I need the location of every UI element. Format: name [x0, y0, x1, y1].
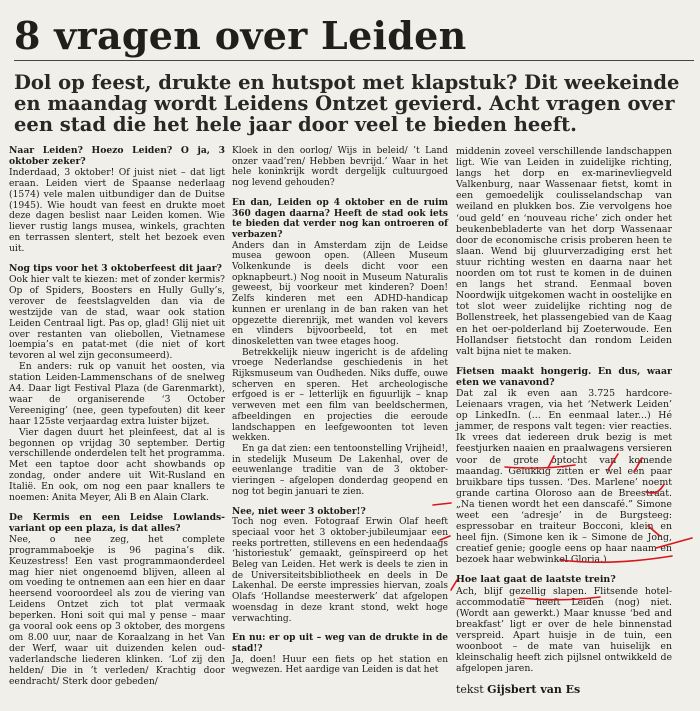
body-text: Ja, doen! Huur een fiets op het station en wegwezen. Het aardige van Leiden is dat het — [232, 654, 448, 676]
section-question: Fietsen maakt hongerig. En dus, waar eten we vanavond? — [456, 365, 672, 388]
body-text: Vier dagen duurt het pleinfeest, dat al is begonnen op vrijdag 30 september. Dertig verschillende onderdelen telt het programma. Met een taptoe door acht showbands op zondag, onder andere uit Wit-Rusland en Italië. En ook, om nog een paar knallers te noemen: Anita Meyer, Ali B en Alain Clark. — [9, 426, 225, 504]
article-section — [9, 513, 225, 688]
section-question: Nee, niet weer 3 oktober!? — [232, 506, 366, 517]
intro-lead: Dol op feest, drukte en hutspot met klapstuk? Dit weekeinde en maandag wordt Leidens Ontzet gevierd. Acht vragen over een stad die het hele jaar door veel te bieden heeft. — [14, 71, 680, 136]
body-text: Ook hier valt te kiezen: met of zonder kermis? Op of Spiders, Boosters en Hully Gully’s, verover de feestslagvelden dan via de westzijde van de stad, waar ook station Leiden Centraal ligt. Pas op, glad! Glij niet uit over restanten van oliebollen, Vietnamese loempia’s en patat-met (die niet of kort tevoren al wel zijn geconsumeerd). — [9, 273, 225, 362]
body-text: Kloek in den oorlog/ Wijs in beleid/ ’t Land onzer vaad’ren/ Hebben bevrijd.’ Waar in het hele koninkrijk wordt dergelijk cultuurgoed nog levend gehouden? — [232, 146, 448, 189]
article-section — [9, 264, 225, 504]
article-section — [9, 146, 225, 255]
article-section — [232, 507, 448, 625]
byline — [456, 684, 672, 695]
body-text: Betrekkelijk nieuw ingericht is de afdeling vroege Nederlandse geschiedenis in het Rijksmuseum van Oudheden. Niks duffe, ouwe scherven en speren. Het archeologische erfgoed is er – letterlijk en figuurlijk – knap verweven met een film van beeldschermen, afbeeldingen en projecties die eeroude landschappen en leefgewoonten tot leven wekken. — [232, 347, 448, 444]
body-text: Inderdaad, 3 oktober! Of juist niet – dat ligt eraan. Leiden viert de Spaanse nederlaag (1574) vele malen uitbundiger dan de Duitse (1945). Wie houdt van feest en drukte moet deze dagen beslist naar Leiden komen. Wie liever rustig langs musea, winkels, grachten en terrassen slentert, stelt het bezoek even uit. — [9, 166, 225, 255]
article-section — [456, 366, 672, 566]
title-rule — [14, 60, 694, 61]
section-question: Naar Leiden? Hoezo Leiden? O ja, 3 oktober zeker? — [9, 145, 225, 167]
body-text: Anders dan in Amsterdam zijn de Leidse musea gewoon open. (Alleen Museum Volkenkunde is deels dicht voor een opknapbeurt.) Nog nooit in Museum Naturalis geweest, bij voorkeur met kinderen? Doen! Zelfs kinderen met een ADHD-handicap kunnen er urenlang in de ban raken van het opgezette dierenrijk, met wanden vol kevers en vlinders bijvoorbeeld, tot en met dinoskeletten van twee etages hoog. — [232, 240, 448, 347]
section-question: Nog tips voor het 3 oktoberfeest dit jaar? — [9, 263, 222, 275]
body-text: En ga dat zien: een tentoonstelling Vrijheid!, in stedelijk Museum De Lakenhal, over de eeuwenlange traditie van de 3 oktober-vieringen – afgelopen donderdag geopend en nog tot begin januari te zien. — [232, 443, 448, 497]
body-text: middenin zoveel verschillende landschappen ligt. Wie van Leiden in zuidelijke richting, langs het dorp en ex-marinevliegveld Valkenburg, naar Wassenaar fietst, komt in een gemoedelijk coulisselandschap van weiland en plukken bos. Zie vervolgens hoe ‘oud geld’ en ‘nouveau riche’ zich onder het beukenbebladerte van het dorp Wassenaar door de economische crisis proberen heen te slaan. Wend bij gluurverzadiging erst het stuur richting westen en daarna naar het noorden om tot rust te komen in de duinen en langs het strand. Eenmaal boven Noordwijk uitgekomen wacht in oostelijke en tot slot weer zuidelijke richting nog de Bollenstreek, het plassengebied van de Kaag en het oer-polderland bij Zoeterwoude. Een Hollandser fietstocht dan rondom Leiden valt bijna niet te maken. — [456, 146, 672, 357]
body-text: Toch nog even. Fotograaf Erwin Olaf heeft speciaal voor het 3 oktober-jubileumjaar een reeks portretten, stillevens en een hedendaags ‘historiestuk’ gemaakt, geïnspireerd op het Beleg van Leiden. Het werk is deels te zien in de Universiteitsbibliotheek en deels in De Lakenhal. De eerste impressies hiervan, zoals Olafs ‘Hollandse meesterwerk’ dat afgelopen woensdag in deze krant stond, wekt hoge verwachting. — [232, 517, 448, 624]
article-column-3 — [456, 146, 672, 695]
page-title: 8 vragen over Leiden — [14, 13, 467, 58]
byline-author: Gijsbert van Es — [487, 683, 581, 697]
article-column-2 — [232, 146, 448, 685]
section-question: En dan, Leiden op 4 oktober en de ruim 360 dagen daarna? Heeft de stad ook iets te bieden dat verder nog kan ontroeren of verbazen? — [232, 197, 448, 240]
body-text: En anders: ruk op vanuit het oosten, via station Leiden-Lammenschans of de snelweg A4. Daar ligt Festival Plaza (de Garenmarkt), waar de organiserende ‘3 October Vereeniging’ (nee, geen typefouten) dit keer haar 125ste verjaardag extra luister bijzet. — [9, 361, 225, 427]
section-question: De Kermis en een Leidse Lowlands-variant op een plaza, is dat alles? — [9, 512, 225, 534]
body-text: Dat zal ik even aan 3.725 hardcore-Leienaars vragen, via het ‘Netwerk Leiden’ op LinkedIn. (... En eenmaal later...) Hé jammer, de respons valt tegen: vier reacties. Ik vrees dat iedereen druk bezig is met feestjurken naaien en praalwagens versieren voor de grote optocht van komende maandag. Gelukkig zitten er wel een paar bruikbare tips tussen. ‘Des. Marlene’ noemt grande cartina Oloroso aan de Breestraat. „Na tienen wordt het een danscafé.” Simone weet een ‘adresje’ in de Burgsteeg: espressobar en traiteur Bocconi, klein en heel fijn. (Simone ken ik – Simone de Jong, creatief genie; google eens op haar naam en bezoek haar webwinkel Gloria.) — [456, 387, 672, 566]
article-column-1 — [9, 146, 225, 697]
section-question: Hoe laat gaat de laatste trein? — [456, 574, 616, 586]
article-section — [232, 198, 448, 498]
section-question: En nu: er op uit – weg van de drukte in de stad!? — [232, 633, 448, 654]
article-section — [456, 146, 672, 357]
article-section — [456, 574, 672, 674]
article-section — [232, 633, 448, 676]
article-section — [232, 146, 448, 189]
byline-prefix: tekst — [456, 683, 488, 697]
body-text: Ach, blijf gezellig slapen. Flitsende hotel-accommodatie heeft Leiden (nog) niet. (Wordt aan gewerkt.) Maar knusse ‘bed and breakfast’ ligt er over de hele binnenstad verspreid. Apart huisje in de tuin, een woonboot – de mate van huiselijk en kleinschalig heeft zich pijlsnel ontwikkeld de afgelopen jaren. — [456, 585, 672, 675]
body-text: Nee, o nee zeg, het complete programmaboekje is 96 pagina’s dik. Keuzestress! Een vast programmaonderdeel mag hier niet ongenoemd blijven, alleen al om voeding te ontnemen aan een hier en daar heersend vooroordeel als zou de viering van Leidens Ontzet zich tot plat vermaak beperken. Honi soit qui mal y pense – maar ga vooral ook eens op 3 oktober, des morgens om 8.00 uur, naar de Koraalzang in het Van der Werf, waar uit duizenden kelen oud-vaderlandsche liederen klinken. ‘Lof zij den helden/ Die in ’t verleden/ Krachtig door eendracht/ Sterk door gebeden/ — [9, 533, 225, 687]
